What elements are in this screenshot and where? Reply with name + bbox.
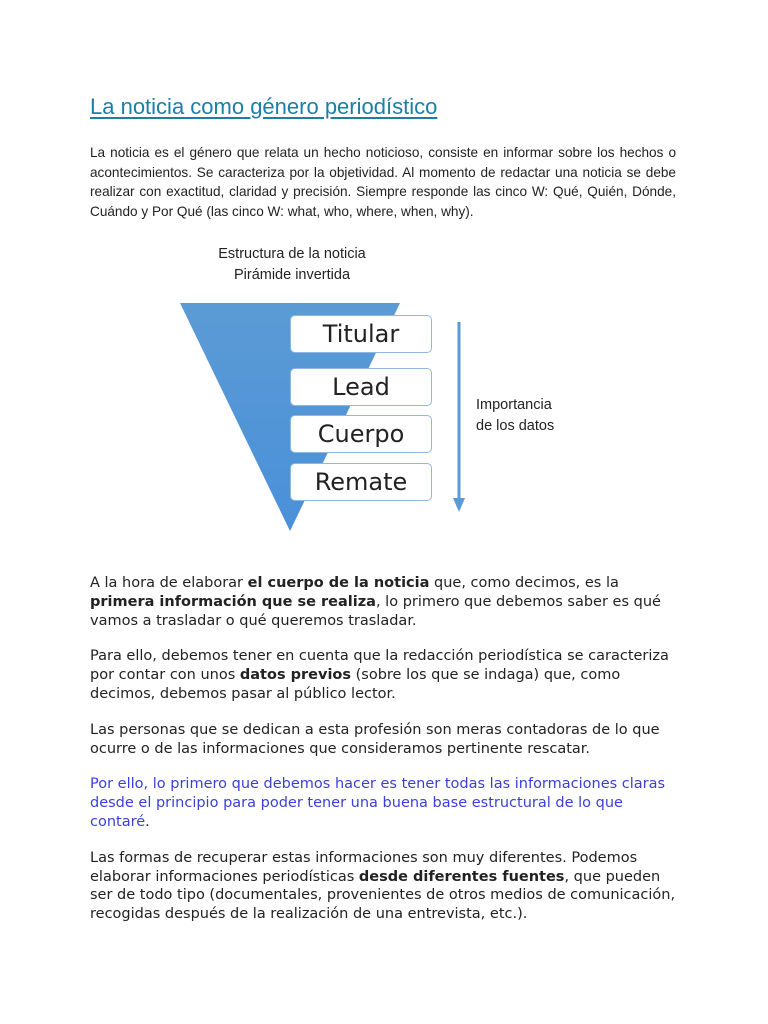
level-cuerpo-box: Cuerpo [290,415,432,453]
importance-label [476,395,554,437]
paragraph-2: Para ello, debemos tener en cuenta que la redacción periodística se caracteriza por contar con unos datos previos (sobre los que se indaga) que, como decimos, debemos pasar al público lector. [90,648,669,702]
inverted-pyramid-figure [170,238,590,538]
paragraph-5: Las formas de recuperar estas informaciones son muy diferentes. Podemos elaborar informaciones periodísticas desde diferentes fuentes, que pueden ser de todo tipo (documentales, provenientes de otros medios de comunicación, recogidas después de la realización de una entrevista, etc.). [90,849,676,923]
figure-caption-line2: Pirámide invertida [233,267,351,283]
figure-caption [170,244,414,286]
body-text [90,574,680,941]
level-remate-box: Remate [290,463,432,501]
paragraph-3: Las personas que se dedican a esta profesión son meras contadoras de lo que ocurre o de las informaciones que consideramos pertinente rescatar. [90,721,660,757]
paragraph-4: Por ello, lo primero que debemos hacer es tener todas las informaciones claras desde el principio para poder tener una buena base estructural de lo que contaré. [90,776,666,830]
figure-caption-line1: Estructura de la noticia [218,246,366,262]
level-lead-box: Lead [290,368,432,406]
importance-arrow [452,322,466,514]
paragraph-1: A la hora de elaborar el cuerpo de la noticia que, como decimos, es la primera información que se realiza, lo primero que debemos saber es qué vamos a trasladar o qué queremos trasladar. [90,575,661,629]
level-titular-box: Titular [290,315,432,353]
page-title: La noticia como género periodístico [90,94,438,119]
importance-label-line2: de los datos [476,418,555,434]
intro-paragraph: La noticia es el género que relata un hecho noticioso, consiste en informar sobre los hechos o acontecimientos. Se caracteriza por la objetividad. Al momento de redactar una noticia se debe realizar con exactitud, claridad y precisión. Siempre responde las cinco W: Qué, Quién, Dónde, Cuándo y Por Qué (las cinco W: what, who, where, when, why). [90,145,676,219]
importance-label-line1: Importancia [476,397,552,413]
